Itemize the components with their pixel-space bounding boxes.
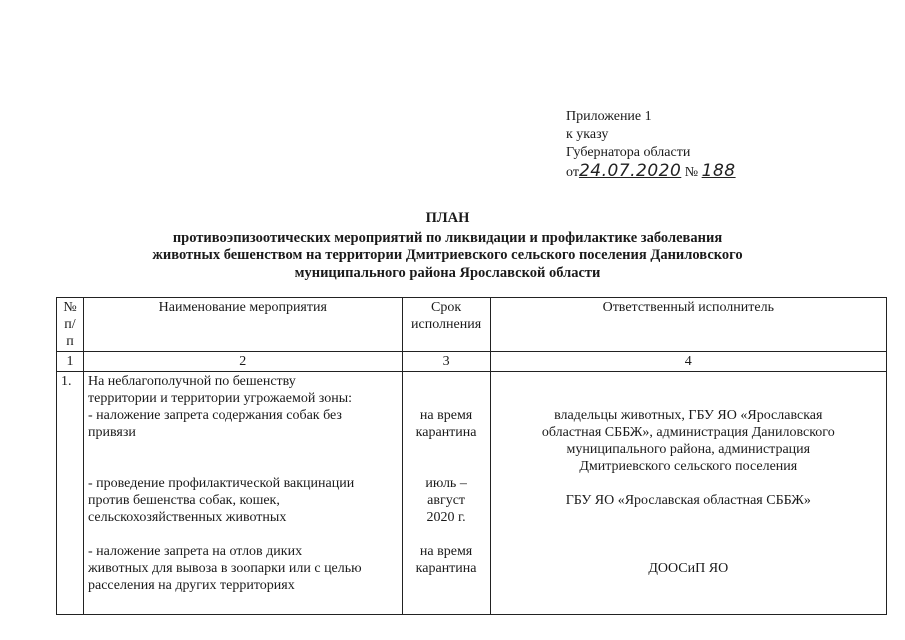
- header-executor: Ответственный исполнитель: [490, 298, 886, 352]
- executor-cell: [490, 372, 886, 615]
- executor-item-1-line: областная СББЖ», администрация Даниловского: [541, 425, 835, 440]
- term-item-3-line: на время: [419, 544, 473, 559]
- activity-item-2-line: сельскохозяйственных животных: [87, 510, 287, 525]
- activity-item-1: [88, 407, 398, 475]
- col-number-4: 4: [490, 352, 886, 372]
- activity-item-3: [88, 543, 398, 594]
- header-term-line1: Срок: [431, 300, 462, 315]
- plan-table: [56, 297, 887, 615]
- appendix-authority: Губернатора области: [566, 145, 691, 160]
- date-prefix: от: [566, 165, 579, 180]
- term-item-3: [407, 543, 486, 577]
- term-item-1: [407, 407, 486, 475]
- activity-item-2-line: против бешенства собак, кошек,: [87, 493, 280, 508]
- activity-cell: [83, 372, 402, 615]
- column-number-row: [57, 352, 887, 372]
- executor-item-1-line: муниципального района, администрация: [566, 442, 811, 457]
- number-prefix: №: [684, 165, 699, 180]
- table-header-row: [57, 298, 887, 352]
- executor-item-1-line: Дмитриевского сельского поселения: [579, 459, 798, 474]
- executor-item-2-line: ГБУ ЯО «Ярославская областная СББЖ»: [565, 493, 811, 508]
- activity-item-3-line: - наложение запрета на отлов диких: [87, 544, 303, 559]
- term-item-3-line: карантина: [415, 561, 477, 576]
- term-item-2: [407, 475, 486, 543]
- term-item-2-line: июль –: [425, 476, 467, 491]
- title-line-2: противоэпизоотических мероприятий по ликвидации и профилактике заболевания: [172, 229, 723, 246]
- handwritten-number: 188: [701, 161, 736, 181]
- header-term-line2: исполнения: [411, 317, 482, 332]
- handwritten-date: 24.07.2020: [578, 161, 682, 181]
- row-number: 1.: [57, 372, 84, 615]
- activity-item-1-line: - наложение запрета содержания собак без: [87, 408, 342, 423]
- executor-item-1: [495, 407, 882, 492]
- term-item-2-line: 2020 г.: [426, 510, 466, 525]
- appendix-ref: к указу: [566, 127, 609, 142]
- executor-item-2: [495, 492, 882, 560]
- appendix-date-line: [566, 162, 736, 182]
- header-no: [57, 298, 84, 352]
- term-item-1-line: карантина: [415, 425, 477, 440]
- activity-item-3-line: животных для вывоза в зоопарки или с целью: [87, 561, 362, 576]
- executor-item-3-line: ДООСиП ЯО: [648, 561, 729, 576]
- title-line-4: муниципального района Ярославской области: [294, 264, 601, 281]
- title-line-3: животных бешенством на территории Дмитриевского сельского поселения Даниловского: [152, 247, 743, 263]
- term-item-1-line: на время: [419, 408, 473, 423]
- col-number-3: 3: [402, 352, 490, 372]
- activity-item-1-line: привязи: [87, 425, 136, 440]
- term-item-2-line: август: [427, 493, 466, 508]
- appendix-title: Приложение 1: [566, 109, 652, 124]
- appendix-block: [566, 108, 736, 182]
- title-plan: ПЛАН: [425, 210, 470, 226]
- document-title: [90, 210, 805, 282]
- col-number-1: 1: [57, 352, 84, 372]
- header-name: Наименование мероприятия: [83, 298, 402, 352]
- table-row: [57, 372, 887, 615]
- activity-intro-1: На неблагополучной по бешенству: [87, 374, 296, 389]
- activity-item-3-line: расселения на других территориях: [87, 578, 295, 593]
- activity-item-2-line: - проведение профилактической вакцинации: [87, 476, 355, 491]
- executor-item-1-line: владельцы животных, ГБУ ЯО «Ярославская: [554, 408, 823, 423]
- header-no-line1: №: [63, 300, 77, 315]
- header-no-line2: п/п: [64, 317, 76, 349]
- executor-item-3: [495, 560, 882, 577]
- col-number-2: 2: [83, 352, 402, 372]
- header-term: [402, 298, 490, 352]
- term-cell: [402, 372, 490, 615]
- activity-intro-2: территории и территории угрожаемой зоны:: [87, 391, 353, 406]
- activity-item-2: [88, 475, 398, 543]
